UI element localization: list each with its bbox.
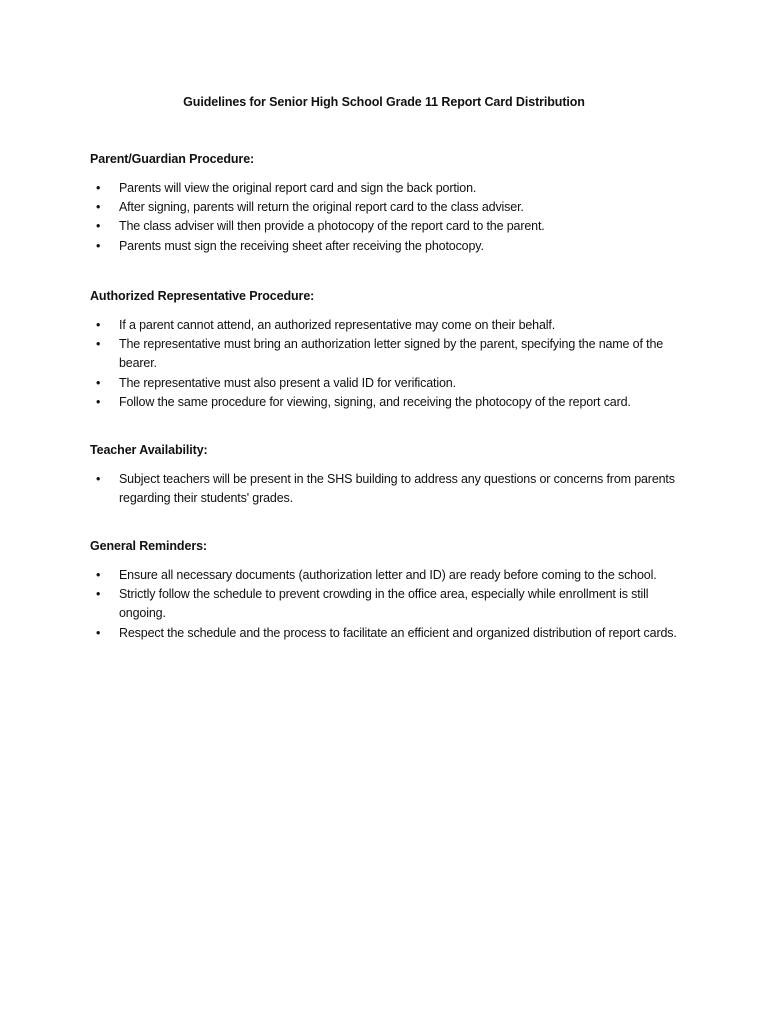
bullet-icon: • <box>96 181 101 195</box>
bullet-icon: • <box>96 587 101 602</box>
list-item-text: The representative must bring an authorization letter signed by the parent, specifying the name of the bearer. <box>119 337 664 371</box>
bullet-icon: • <box>96 568 101 582</box>
section-heading: Teacher Availability: <box>90 443 208 457</box>
section-heading: General Reminders: <box>90 539 207 553</box>
bullet-icon: • <box>96 238 101 253</box>
section-teacher-availability <box>90 441 690 508</box>
bullet-icon: • <box>96 472 101 486</box>
list-item <box>90 566 690 585</box>
list-item <box>90 374 690 393</box>
list-item-text: If a parent cannot attend, an authorized representative may come on their behalf. <box>119 318 556 332</box>
list-item <box>90 335 690 373</box>
bullet-icon: • <box>96 375 101 390</box>
list-item <box>90 237 690 256</box>
list-item-text: Ensure all necessary documents (authorization letter and ID) are ready before coming to the school. <box>119 568 657 582</box>
list-item <box>90 624 690 643</box>
list-item-text: Respect the schedule and the process to facilitate an efficient and organized distribution of report cards. <box>119 625 677 640</box>
list-item-text: Parents must sign the receiving sheet after receiving the photocopy. <box>119 238 484 253</box>
section-heading: Parent/Guardian Procedure: <box>90 152 255 166</box>
list-item <box>90 470 690 508</box>
list-item <box>90 316 690 335</box>
document-title: Guidelines for Senior High School Grade 11 Report Card Distribution <box>183 95 585 109</box>
list-item-text: Follow the same procedure for viewing, signing, and receiving the photocopy of the report card. <box>119 394 631 409</box>
list-item-text: Strictly follow the schedule to prevent crowding in the office area, especially while enrollment is still ongoing. <box>119 587 649 621</box>
bullet-icon: • <box>96 200 101 215</box>
list-item-text: After signing, parents will return the original report card to the class adviser. <box>119 200 524 215</box>
list-item <box>90 198 690 217</box>
bullet-icon: • <box>96 318 101 332</box>
bullet-icon: • <box>96 394 101 409</box>
list-item-text: The class adviser will then provide a photocopy of the report card to the parent. <box>119 219 545 234</box>
section-heading: Authorized Representative Procedure: <box>90 289 315 303</box>
bullet-list <box>90 179 690 256</box>
list-item <box>90 393 690 412</box>
list-item <box>90 217 690 236</box>
list-item <box>90 179 690 198</box>
section-authorized-representative-procedure <box>90 287 690 412</box>
section-general-reminders <box>90 537 690 643</box>
bullet-icon: • <box>96 625 101 640</box>
list-item-text: Parents will view the original report card and sign the back portion. <box>119 181 477 195</box>
list-item-text: Subject teachers will be present in the SHS building to address any questions or concerns from parents regarding their students' grades. <box>119 472 675 506</box>
list-item-text: The representative must also present a valid ID for verification. <box>119 375 456 390</box>
list-item <box>90 585 690 623</box>
bullet-icon: • <box>96 337 101 352</box>
bullet-icon: • <box>96 219 101 234</box>
bullet-list <box>90 470 690 508</box>
section-parent-guardian-procedure <box>90 150 690 256</box>
bullet-list <box>90 566 690 643</box>
bullet-list <box>90 316 690 412</box>
